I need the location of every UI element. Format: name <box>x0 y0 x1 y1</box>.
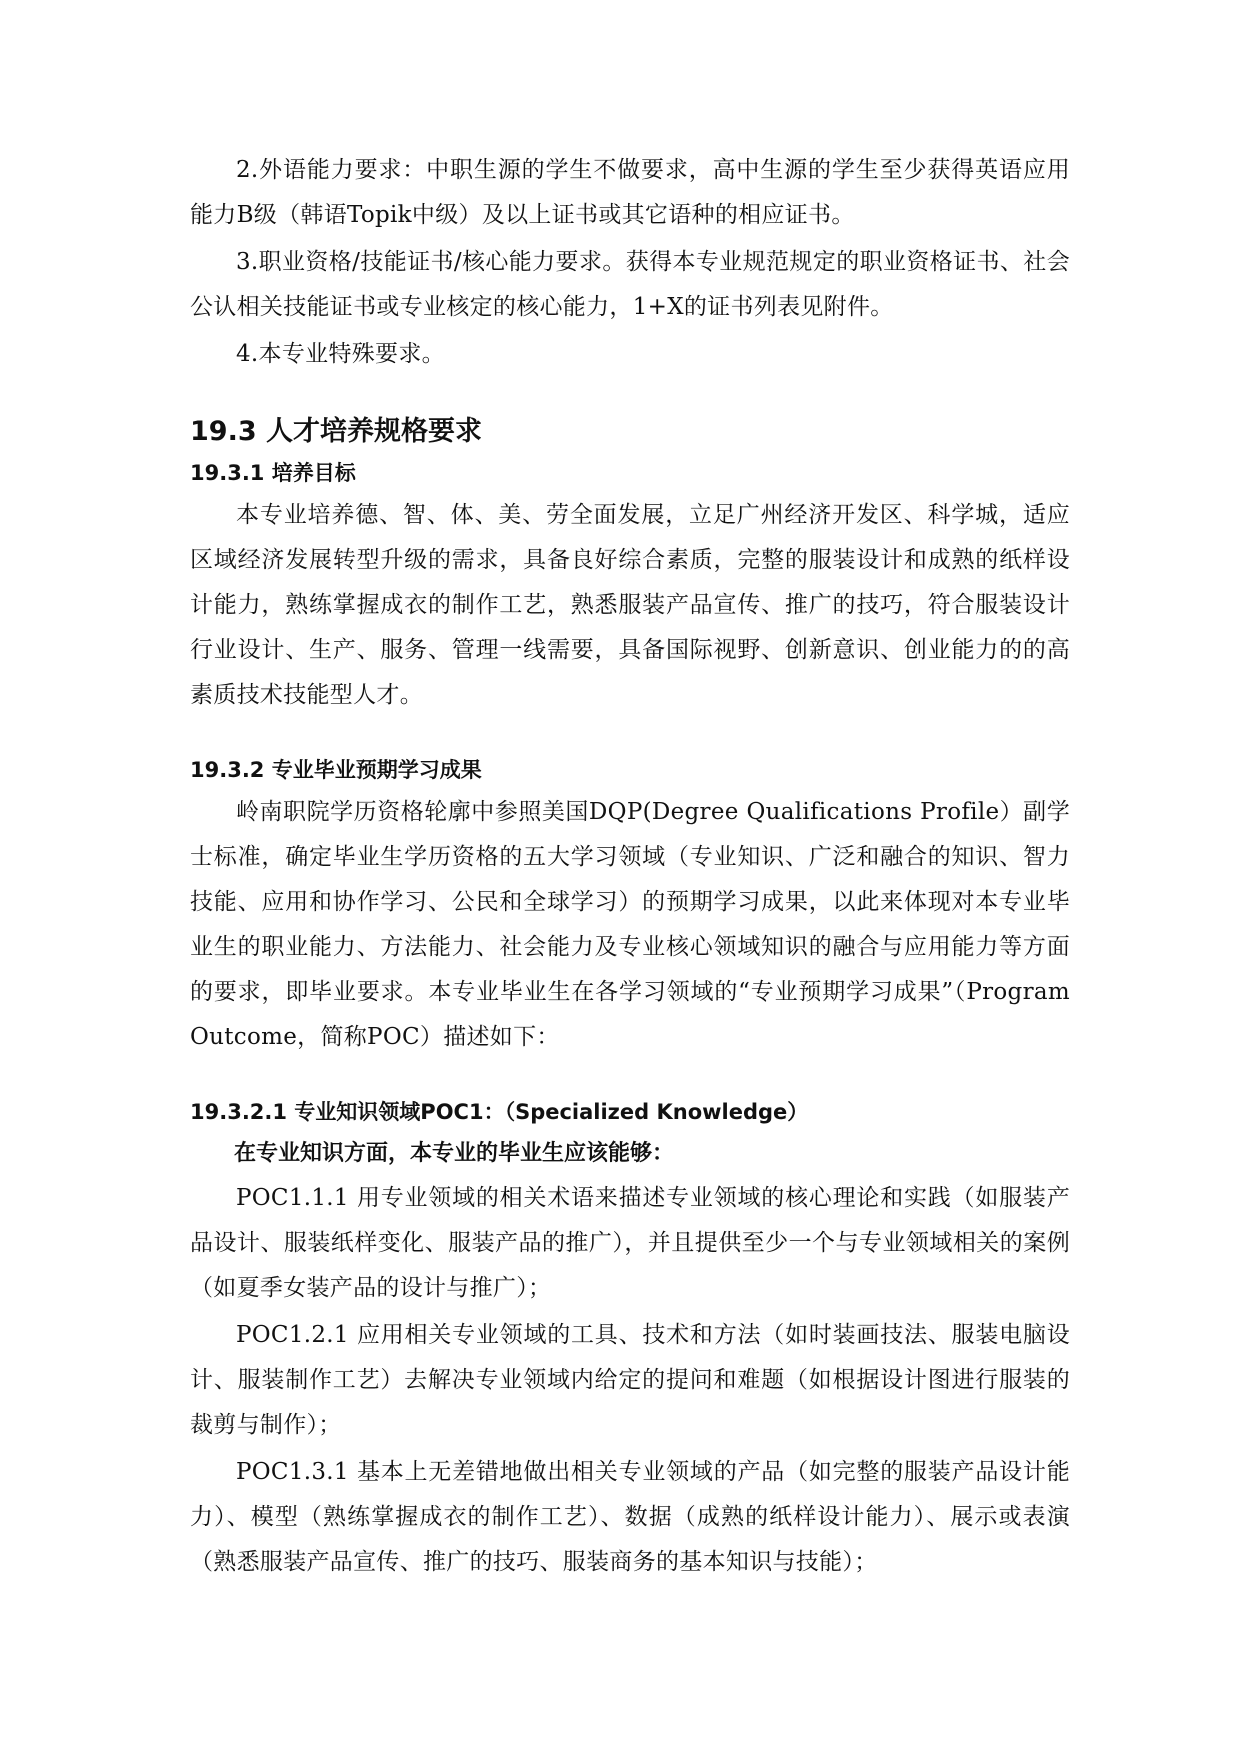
special-requirement: 4.本专业特殊要求。 <box>236 341 445 367</box>
subsection-heading-outcomes: 19.3.2 专业毕业预期学习成果 <box>190 758 482 782</box>
goal-paragraph: 本专业培养德、智、体、美、劳全面发展，立足广州经济开发区、科学城，适应区域经济发展转型升级的需求，具备良好综合素质，完整的服装设计和成熟的纸样设计能力，熟练掌握成衣的制作工艺，熟悉服装产品宣传、推广的技巧，符合服装设计行业设计、生产、服务、管理一线需要，具备国际视野、创新意识、创业能力的的高素质技术技能型人才。 <box>190 502 1070 708</box>
subsection-heading-poc1: 19.3.2.1 专业知识领域POC1：（Specialized Knowledge） <box>190 1100 809 1124</box>
poc1-item: POC1.3.1 基本上无差错地做出相关专业领域的产品（如完整的服装产品设计能力）、模型（熟练掌握成衣的制作工艺）、数据（成熟的纸样设计能力）、展示或表演（熟悉服装产品宣传、推广的技巧、服装商务的基本知识与技能）； <box>190 1459 1070 1575</box>
outcomes-paragraph: 岭南职院学历资格轮廓中参照美国DQP(Degree Qualifications Profile）副学士标准，确定毕业生学历资格的五大学习领域（专业知识、广泛和融合的知识、智力技能、应用和协作学习、公民和全球学习）的预期学习成果，以此来体现对本专业毕业生的职业能力、方法能力、社会能力及专业核心领域知识的融合与应用能力等方面的要求，即毕业要求。本专业毕业生在各学习领域的“专业预期学习成果”（Program Outcome，简称POC）描述如下： <box>190 799 1070 1050</box>
document-body <box>190 148 1070 1585</box>
certificate-requirement: 3.职业资格/技能证书/核心能力要求。获得本专业规范规定的职业资格证书、社会公认相关技能证书或专业核定的核心能力，1+X的证书列表见附件。 <box>190 249 1070 320</box>
poc1-item: POC1.2.1 应用相关专业领域的工具、技术和方法（如时装画技法、服装电脑设计、服装制作工艺）去解决专业领域内给定的提问和难题（如根据设计图进行服装的裁剪与制作）； <box>190 1322 1070 1438</box>
foreign-language-requirement: 2.外语能力要求：中职生源的学生不做要求，高中生源的学生至少获得英语应用能力B级（韩语Topik中级）及以上证书或其它语种的相应证书。 <box>190 157 1070 228</box>
section-heading-19-3: 19.3 人才培养规格要求 <box>190 416 483 447</box>
poc1-item: POC1.1.1 用专业领域的相关术语来描述专业领域的核心理论和实践（如服装产品设计、服装纸样变化、服装产品的推广），并且提供至少一个与专业领域相关的案例（如夏季女装产品的设计与推广）； <box>190 1185 1070 1301</box>
subsection-heading-goal: 19.3.1 培养目标 <box>190 461 356 485</box>
poc1-lead: 在专业知识方面，本专业的毕业生应该能够： <box>234 1141 675 1166</box>
